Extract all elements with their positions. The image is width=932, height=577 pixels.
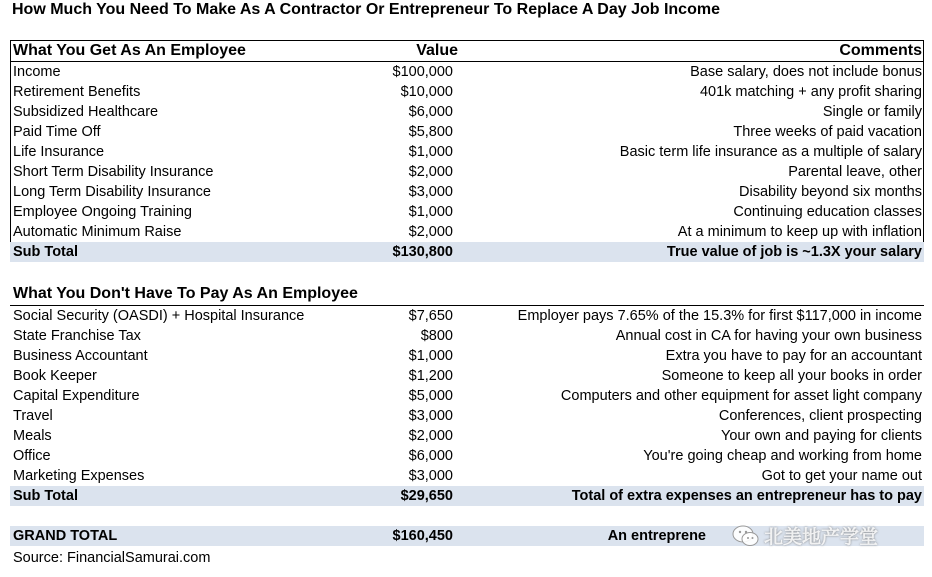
table-row	[10, 406, 924, 426]
table-row	[10, 182, 924, 202]
spreadsheet-table	[10, 40, 924, 546]
row-value: $2,000	[408, 428, 453, 444]
table-row	[10, 326, 924, 346]
row-label: Long Term Disability Insurance	[13, 184, 211, 200]
table-row	[10, 366, 924, 386]
row-value: $1,000	[408, 348, 453, 364]
table-row	[10, 142, 924, 162]
row-label: Retirement Benefits	[13, 84, 141, 100]
row-value: $1,000	[408, 144, 453, 160]
row-label: Capital Expenditure	[13, 388, 140, 404]
row-label: Marketing Expenses	[13, 468, 145, 484]
watermark-text: 北美地产学堂	[764, 526, 879, 548]
row-label: Subsidized Healthcare	[13, 104, 159, 120]
header-comment: Comments	[839, 42, 922, 59]
wechat-logo-icon	[732, 524, 760, 548]
table-row	[10, 222, 924, 242]
row-value: $800	[420, 328, 453, 344]
row-comment: Got to get your name out	[761, 468, 922, 484]
row-label: Life Insurance	[13, 144, 105, 160]
row-value: $3,000	[408, 408, 453, 424]
row-label: Book Keeper	[13, 368, 97, 384]
table-row	[10, 346, 924, 366]
subtotal-comment: True value of job is ~1.3X your salary	[666, 244, 922, 260]
row-label: Meals	[13, 428, 52, 444]
grand-total-label: GRAND TOTAL	[13, 528, 118, 544]
row-value: $5,000	[408, 388, 453, 404]
section2-rows	[10, 306, 924, 486]
row-comment: You're going cheap and working from home	[643, 448, 922, 464]
spacer-row	[10, 262, 924, 282]
table-row	[10, 102, 924, 122]
watermark	[732, 520, 922, 554]
row-value: $3,000	[408, 184, 453, 200]
table-row	[10, 446, 924, 466]
table-row	[10, 466, 924, 486]
row-comment: Single or family	[822, 104, 922, 120]
section1-subtotal-row	[10, 242, 924, 262]
row-value: $10,000	[400, 84, 453, 100]
row-label: Employee Ongoing Training	[13, 204, 192, 220]
row-comment: Three weeks of paid vacation	[733, 124, 922, 140]
table-row	[10, 426, 924, 446]
row-value: $6,000	[408, 448, 453, 464]
table-row	[10, 122, 924, 142]
row-comment: Parental leave, other	[788, 164, 922, 180]
table-row	[10, 202, 924, 222]
row-label: Automatic Minimum Raise	[13, 224, 182, 240]
row-comment: 401k matching + any profit sharing	[699, 84, 922, 100]
row-value: $100,000	[392, 64, 453, 80]
row-value: $7,650	[408, 308, 453, 324]
subtotal-label: Sub Total	[13, 244, 78, 260]
row-label: Business Accountant	[13, 348, 148, 364]
section2-header	[10, 282, 924, 306]
grand-total-comment: An entreprene	[607, 528, 706, 544]
subtotal2-label: Sub Total	[13, 488, 78, 504]
row-value: $1,000	[408, 204, 453, 220]
subtotal-value: $130,800	[392, 244, 453, 260]
page-title: How Much You Need To Make As A Contractor Or Entrepreneur To Replace A Day Job Income	[12, 1, 720, 18]
row-label: Office	[13, 448, 51, 464]
table-row	[10, 386, 924, 406]
section1-rows	[10, 62, 924, 242]
row-comment: Continuing education classes	[733, 204, 922, 220]
section1-header	[10, 40, 924, 62]
row-value: $2,000	[408, 164, 453, 180]
subtotal2-comment: Total of extra expenses an entrepreneur has to pay	[571, 488, 922, 504]
source-note: Source: FinancialSamurai.com	[13, 550, 211, 566]
row-value: $5,800	[408, 124, 453, 140]
row-comment: Base salary, does not include bonus	[690, 64, 922, 80]
row-comment: Conferences, client prospecting	[718, 408, 922, 424]
row-comment: At a minimum to keep up with inflation	[677, 224, 922, 240]
row-label: Income	[13, 64, 61, 80]
row-label: Social Security (OASDI) + Hospital Insurance	[13, 308, 305, 324]
row-comment: Someone to keep all your books in order	[661, 368, 922, 384]
subtotal2-value: $29,650	[400, 488, 453, 504]
section2-header-label: What You Don't Have To Pay As An Employee	[13, 285, 358, 302]
row-label: Short Term Disability Insurance	[13, 164, 214, 180]
row-value: $6,000	[408, 104, 453, 120]
row-value: $1,200	[408, 368, 453, 384]
row-comment: Computers and other equipment for asset light company	[560, 388, 922, 404]
row-comment: Your own and paying for clients	[721, 428, 922, 444]
header-label: What You Get As An Employee	[13, 42, 246, 59]
table-row	[10, 62, 924, 82]
table-row	[10, 162, 924, 182]
row-value: $2,000	[408, 224, 453, 240]
row-comment: Disability beyond six months	[739, 184, 922, 200]
row-comment: Employer pays 7.65% of the 15.3% for first $117,000 in income	[517, 308, 922, 324]
grand-total-value: $160,450	[392, 528, 453, 544]
row-label: State Franchise Tax	[13, 328, 141, 344]
table-row	[10, 82, 924, 102]
header-value: Value	[416, 42, 458, 59]
row-value: $3,000	[408, 468, 453, 484]
row-label: Travel	[13, 408, 53, 424]
section2-subtotal-row	[10, 486, 924, 506]
row-comment: Basic term life insurance as a multiple of salary	[619, 144, 922, 160]
row-comment: Annual cost in CA for having your own business	[615, 328, 922, 344]
table-row	[10, 306, 924, 326]
row-label: Paid Time Off	[13, 124, 101, 140]
row-comment: Extra you have to pay for an accountant	[665, 348, 922, 364]
